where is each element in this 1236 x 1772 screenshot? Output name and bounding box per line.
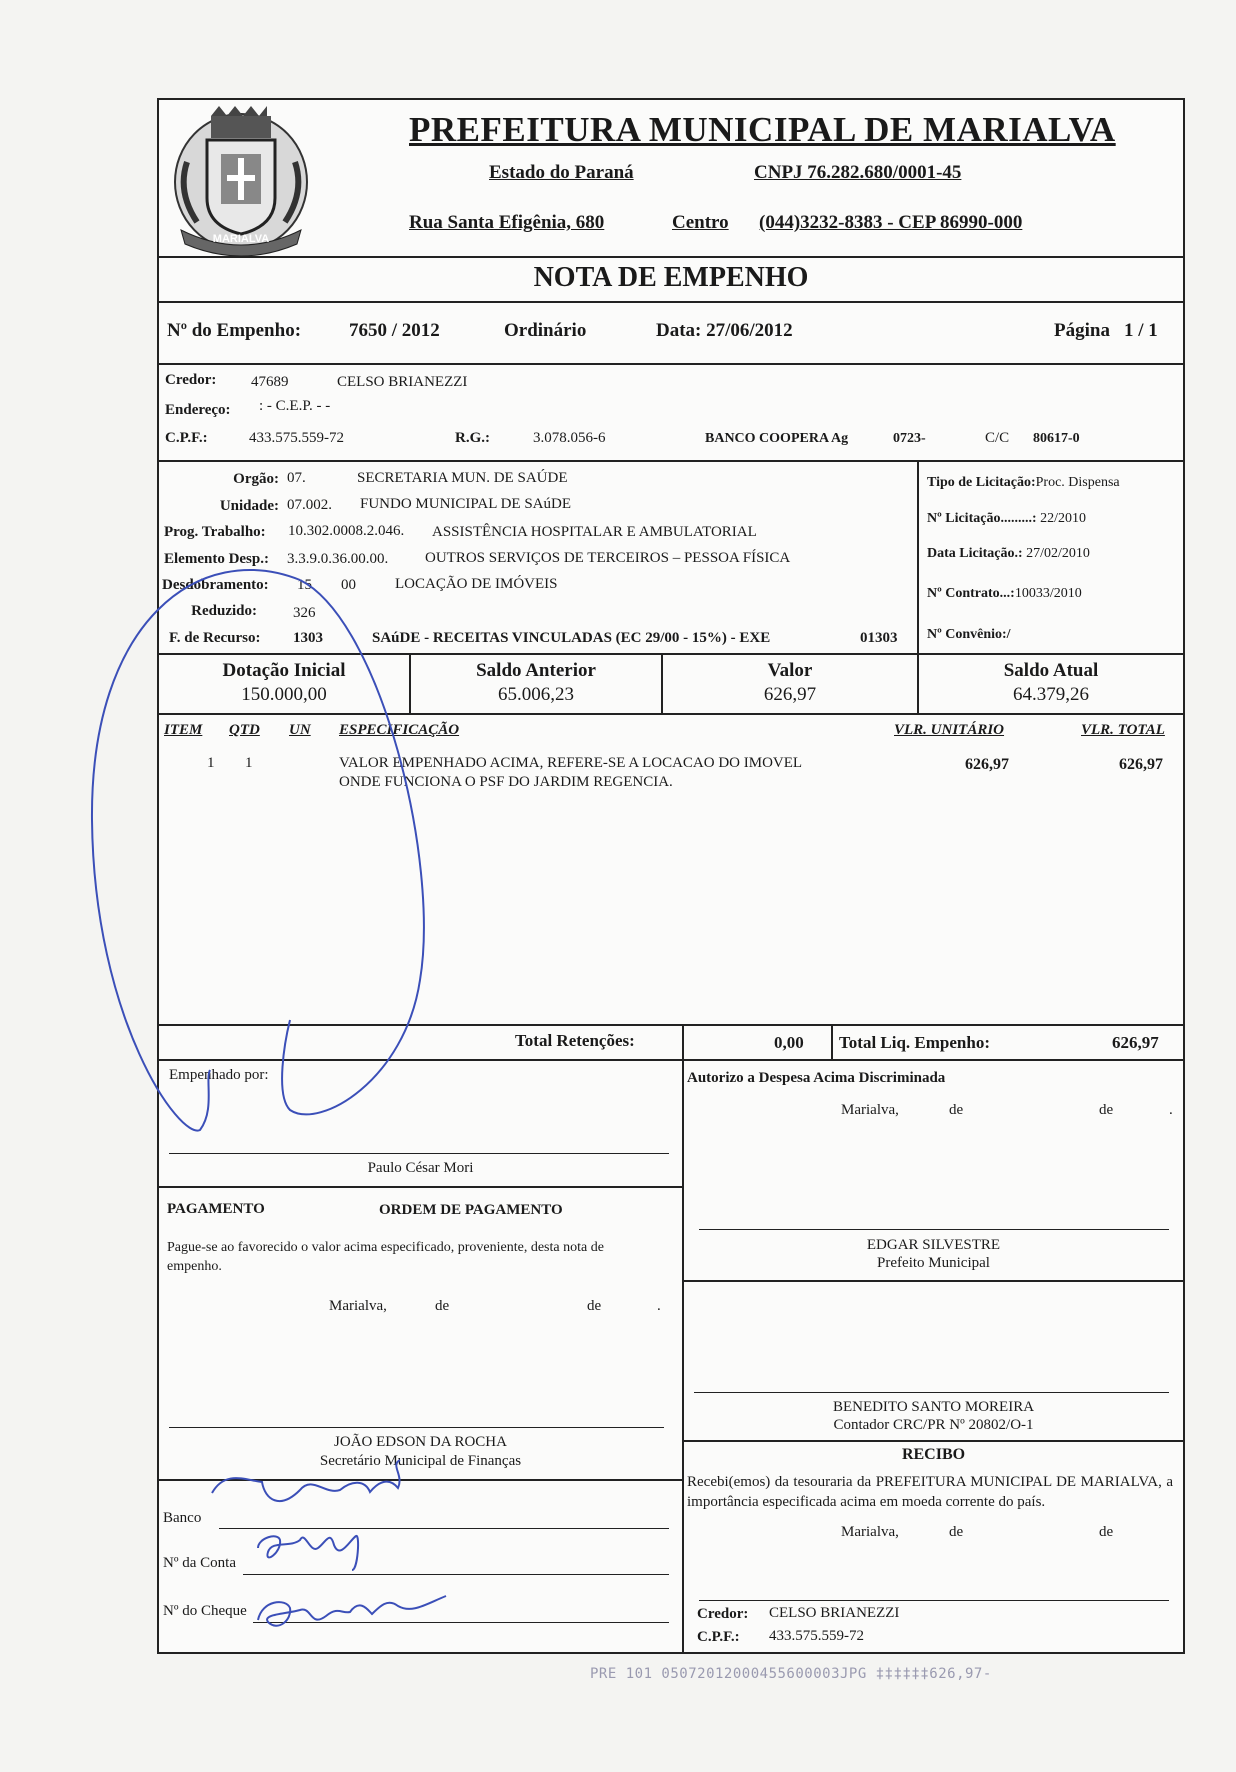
recurso-code: 1303 — [293, 630, 323, 646]
saldo-anterior-value: 65.006,23 — [498, 684, 574, 705]
address-value: : - C.E.P. - - — [259, 398, 331, 414]
liquido-label: Total Liq. Empenho: — [839, 1033, 990, 1052]
liquido-value: 626,97 — [1112, 1033, 1159, 1052]
pagamento-de1: de — [435, 1298, 450, 1314]
empenho-number: 7650 / 2012 — [349, 320, 440, 341]
district-text: Centro — [672, 212, 729, 233]
saldo-atual-value: 64.379,26 — [1013, 684, 1089, 705]
recibo-text: Recebi(emos) da tesouraria da PREFEITURA MUNICIPAL DE MARIALVA, a importância especificada acima em moeda corrente do país. — [687, 1474, 1173, 1510]
recibo-place: Marialva, — [841, 1524, 899, 1540]
autorizo-label: Autorizo a Despesa Acima Discriminada — [687, 1070, 946, 1086]
col-vunit: VLR. UNITÁRIO — [894, 722, 1005, 738]
item-spec-line1: VALOR EMPENHADO ACIMA, REFERE-SE A LOCACAO DO IMOVEL — [339, 755, 803, 771]
empenho-date: Data: 27/06/2012 — [656, 320, 793, 341]
desd-name: LOCAÇÃO DE IMÓVEIS — [395, 576, 558, 592]
recibo-de2: de — [1099, 1524, 1114, 1540]
desd-sub: 00 — [341, 577, 356, 593]
cpf-label: C.P.F.: — [165, 430, 208, 446]
autorizo-de1: de — [949, 1102, 964, 1118]
prog-label: Prog. Trabalho: — [164, 524, 266, 540]
pagamento-label: PAGAMENTO — [167, 1201, 265, 1217]
desd-label: Desdobramento: — [162, 577, 269, 593]
item-vtotal: 626,97 — [1119, 756, 1163, 773]
col-vtotal: VLR. TOTAL — [1081, 722, 1165, 738]
col-qtd: QTD — [229, 722, 260, 738]
orgao-code: 07. — [287, 470, 306, 486]
autorizo-place: Marialva, — [841, 1102, 899, 1118]
bank-agency: 0723- — [893, 431, 926, 446]
contador-name: BENEDITO SANTO MOREIRA — [832, 1399, 1035, 1415]
empenho-type: Ordinário — [504, 320, 587, 341]
convenio-label: Nº Convênio:/ — [927, 627, 1011, 642]
col-un: UN — [289, 722, 311, 738]
footer-code: PRE 101 05072012000455600003JPG ‡‡‡‡‡‡626,97- — [590, 1666, 992, 1682]
reduzido-code: 326 — [293, 605, 316, 621]
pagamento-place: Marialva, — [329, 1298, 387, 1314]
autorizo-de2: de — [1099, 1102, 1114, 1118]
dotacao-value: 150.000,00 — [241, 684, 327, 705]
recurso-label: F. de Recurso: — [169, 630, 261, 646]
elem-label: Elemento Desp.: — [164, 551, 269, 567]
rg-label: R.G.: — [455, 430, 490, 446]
cpf-value: 433.575.559-72 — [249, 430, 344, 446]
unidade-code: 07.002. — [287, 497, 332, 513]
reduzido-label: Reduzido: — [191, 603, 257, 619]
recurso-name: SAúDE - RECEITAS VINCULADAS (EC 29/00 - 15%) - EXE — [372, 630, 771, 646]
secretario-name: JOÃO EDSON DA ROCHA — [334, 1434, 507, 1450]
licitacao-data-label: Data Licitação.: 27/02/2010 — [927, 546, 1090, 561]
phone-cep-text: (044)3232-8383 - CEP 86990-000 — [759, 212, 1023, 233]
recibo-credor-name: CELSO BRIANEZZI — [769, 1605, 900, 1621]
pagamento-de2: de — [587, 1298, 602, 1314]
col-item: ITEM — [164, 722, 203, 738]
seal-text: MARIALVA — [212, 233, 270, 245]
prog-name: ASSISTÊNCIA HOSPITALAR E AMBULATORIAL — [432, 524, 757, 540]
contador-role: Contador CRC/PR Nº 20802/O-1 — [833, 1417, 1034, 1433]
empenho-label: Nº do Empenho: — [167, 320, 302, 341]
licitacao-tipo-label: Tipo de Licitação:Proc. Dispensa — [927, 475, 1120, 490]
unidade-name: FUNDO MUNICIPAL DE SAúDE — [360, 496, 571, 512]
dotacao-label: Dotação Inicial — [222, 660, 346, 681]
item-number: 1 — [207, 755, 215, 771]
credor-label: Credor: — [165, 372, 217, 388]
valor-label: Valor — [767, 660, 813, 681]
prog-code: 10.302.0008.2.046. — [288, 523, 405, 539]
recibo-label: RECIBO — [901, 1446, 966, 1463]
elem-name: OUTROS SERVIÇOS DE TERCEIROS – PESSOA FÍSICA — [425, 550, 791, 566]
credor-name: CELSO BRIANEZZI — [337, 374, 468, 390]
cheque-label: Nº do Cheque — [163, 1603, 247, 1619]
valor-value: 626,97 — [763, 684, 817, 705]
autorizo-dot: . — [1169, 1102, 1173, 1118]
page-number: 1 / 1 — [1124, 320, 1158, 341]
municipality-title: PREFEITURA MUNICIPAL DE MARIALVA — [409, 110, 1116, 149]
orgao-label: Orgão: — [233, 471, 279, 487]
page-label: Página — [1054, 320, 1110, 341]
ordem-pagamento-label: ORDEM DE PAGAMENTO — [379, 1202, 563, 1218]
prefeito-name: EDGAR SILVESTRE — [866, 1237, 1001, 1253]
address-text: Rua Santa Efigênia, 680 — [409, 212, 605, 233]
saldo-atual-label: Saldo Atual — [1003, 660, 1099, 681]
licitacao-num-label: Nº Licitação.........: 22/2010 — [927, 511, 1086, 526]
pagamento-text: Pague-se ao favorecido o valor acima especificado, proveniente, desta nota de empenho. — [167, 1240, 604, 1274]
banco-label: Banco — [163, 1510, 202, 1526]
secretario-role: Secretário Municipal de Finanças — [319, 1453, 522, 1469]
recibo-credor-label: Credor: — [697, 1606, 749, 1622]
credor-code: 47689 — [251, 374, 289, 390]
item-qtd: 1 — [245, 755, 253, 771]
cc-value: 80617-0 — [1033, 431, 1080, 446]
pagamento-dot: . — [657, 1298, 661, 1314]
cnpj-text: CNPJ 76.282.680/0001-45 — [754, 162, 962, 183]
elem-code: 3.3.9.0.36.00.00. — [287, 551, 389, 567]
saldo-anterior-label: Saldo Anterior — [476, 660, 596, 681]
prefeito-role: Prefeito Municipal — [877, 1255, 990, 1271]
empenhado-name: Paulo César Mori — [367, 1160, 474, 1176]
item-spec-line2: ONDE FUNCIONA O PSF DO JARDIM REGENCIA. — [339, 774, 673, 790]
empenhado-label: Empenhado por: — [169, 1067, 269, 1083]
state-text: Estado do Paraná — [489, 162, 634, 183]
doc-title: NOTA DE EMPENHO — [533, 262, 809, 293]
bank-name: BANCO COOPERA Ag — [705, 431, 849, 446]
conta-label: Nº da Conta — [163, 1555, 236, 1571]
rg-value: 3.078.056-6 — [533, 430, 606, 446]
orgao-name: SECRETARIA MUN. DE SAÚDE — [357, 470, 568, 486]
recurso-number: 01303 — [860, 630, 898, 646]
address-label: Endereço: — [165, 402, 231, 418]
cc-label: C/C — [985, 430, 1010, 446]
recibo-de1: de — [949, 1524, 964, 1540]
item-vunit: 626,97 — [965, 756, 1009, 773]
recibo-cpf-value: 433.575.559-72 — [769, 1628, 864, 1644]
recibo-cpf-label: C.P.F.: — [697, 1629, 740, 1645]
document-frame — [157, 98, 1185, 1654]
retencoes-label: Total Retenções: — [515, 1031, 635, 1050]
contrato-label: Nº Contrato...:10033/2010 — [927, 586, 1082, 601]
col-spec: ESPECIFICAÇÃO — [339, 722, 460, 738]
unidade-label: Unidade: — [219, 498, 279, 514]
desd-code: 15 — [297, 577, 312, 593]
retencoes-value: 0,00 — [774, 1033, 804, 1052]
coat-of-arms-icon — [167, 102, 315, 260]
